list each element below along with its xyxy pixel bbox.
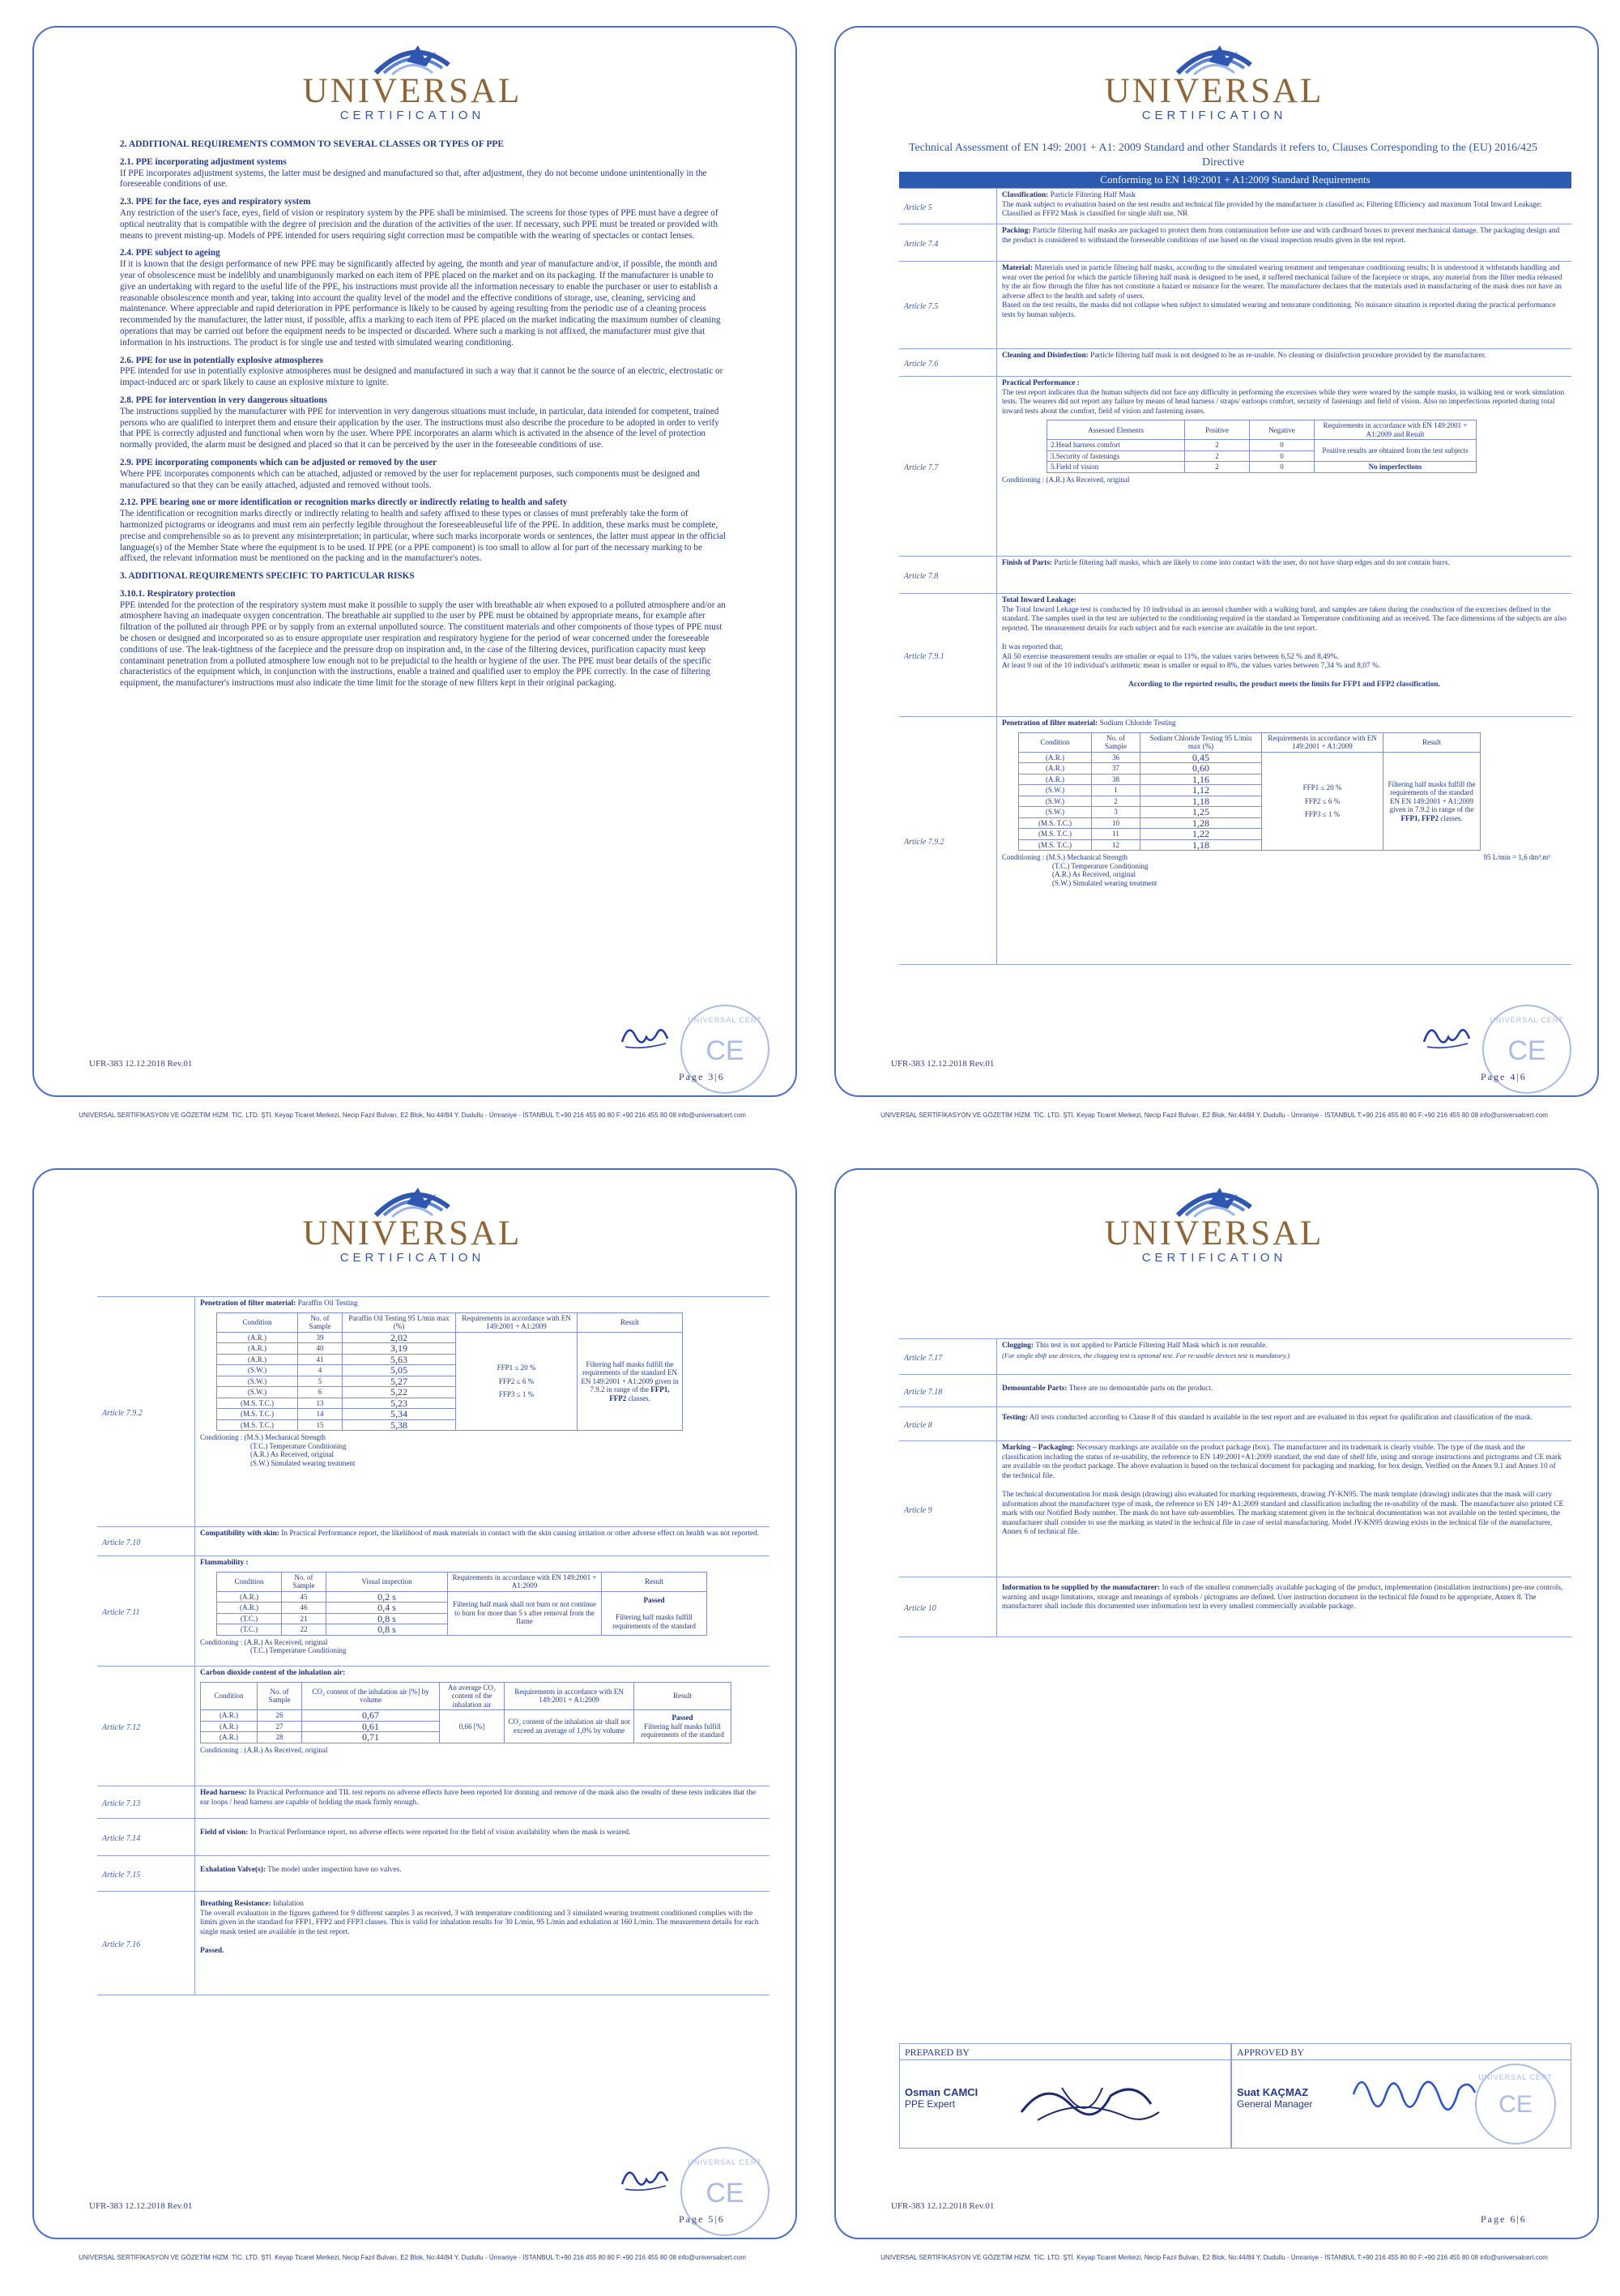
table-row: (A.R.) 28 0,71 — [201, 1732, 731, 1743]
article-label: Article 7.10 — [102, 1538, 141, 1547]
article-label: Article 7.18 — [904, 1387, 943, 1397]
article-text: Marking – Packaging: Necessary markings are available on the product package (box). The manufacturer and its trademark is clearly visible. The type of the mask and the classification including the status of re-usability, the reference to EN 149:2001+A1:2009 standard, the end date of shelf life, using and storage instructions and pictograms and CE mark are available on the product package. The above evaluation is based on the technical document for packaging and marking, for box design. Verified on the Annex 9.1 and Annex 10 of the technical file. The technical documentation for mask design (drawing) also evaluated for marking requirements, drawing JY-KN95. The mask template (drawing) indicates that the mask will carry information about the manufacturer type of mask, the reference to EN 149+A1:2009 standard and classification including the re-usability of the mask. The manufacturer also printed CE mark with our Notified Body number. The mask do not have sub-assemblies. The marking statement given in the technical documentation was not available on the tested specimen, the manufacturer shall consider to use the marking as stated in the technical file in case of serial manufacturing. Model JY-KN95 drawing exists in the technical file of the manufacturer, Annex 6 of technical file. — [996, 1441, 1571, 1577]
article-label: Article 7.14 — [102, 1833, 141, 1843]
table-row: (T.C.) 22 0,8 s — [217, 1624, 707, 1636]
article-label: Article 7.4 — [904, 239, 939, 249]
assessment-title: Technical Assessment of EN 149: 2001 + A1: 2009 Standard and other Standards it refers to, Clauses Corresponding to the (EU) 2016/425 Directive — [908, 142, 1537, 169]
universal-logo — [16, 41, 808, 122]
article-text: Penetration of filter material: Paraffin Oil Testing Condition No. of Sample Paraffin Oil Testing 95 L/min max (%) Requirements in accordance with EN 149:2001 + A1:2009 Result (A.R.) 39 2,02 FFP1 ≤ 20 % FFP2 ≤ 6 % FFP3 ≤ 1 % Filtering half masks fulfill the requirements of the standard EN EN 149:2001 + A1:2009 given in 7.9.2 in range of the FFP1, FFP2 classes. (A.R.) 40 3,19 (A.R.) 41 5,63 (S.W.) 4 5,05 (S.W.) 5 5,27 (S.W.) 6 5,22 (M.S. T.C.) 13 5,23 (M.S. T.C.) 14 5,34 (M.S. T.C.) 15 5,38 Conditioning : (M.S.) Mechanical Strength (T.C.) Temperature Conditioning (A.R.) As Received, original (S.W.) Simulated wearing treatment — [194, 1297, 770, 1526]
page-number: Page 5|6 — [679, 2213, 725, 2225]
article-row — [899, 189, 1571, 224]
conditioning-notes: Conditioning : (A.R.) As Received, original — [200, 1745, 328, 1754]
brand-name: UNIVERSAL — [1104, 1214, 1324, 1253]
co2-table: Condition No. of Sample CO₂ content of the inhalation air [%] by volume An average CO₂ content of the inhalation air Requirements in accordance with EN 149:2001 + A1:2009 Result (A.R.) 26 0,67 0,66 [%] CO₂ content of the inhalation air shall not exceed an average of 1,0% by volume Passed Filtering half masks fulfill requirements of the standard (A.R.) 27 0,61 (A.R.) 28 0,71 — [200, 1682, 731, 1743]
article-text: Exhalation Valve(s): The model under inspection have no valves. — [194, 1856, 770, 1891]
article-text: Penetration of filter material: Sodium Chloride Testing Condition No. of Sample Sodium Chloride Testing 95 L/min max (%) Requirements in accordance with EN 149:2001 + A1:2009 Result (A.R.) 36 0,45 FFP1 ≤ 20 % FFP2 ≤ 6 % FFP3 ≤ 1 % Filtering half masks fulfill the requirements of the standard EN EN 149:2001 + A1:2009 given in 7.9.2 in range of the FFP1, FFP2 classes. (A.R.) 37 0,60 (A.R.) 38 1,16 (S.W.) 1 1,12 (S.W.) 2 1,18 (S.W.) 3 1,25 (M.S. T.C.) 10 1,28 (M.S. T.C.) 11 1,22 (M.S. T.C.) 12 1,18 Conditioning : (M.S.) Mechanical Strength (T.C.) Temperature Conditioning (A.R.) As Received, original (S.W.) Simulated wearing treatment 95 L/min = 1,6 dm³.m³ — [996, 717, 1571, 964]
article-list — [899, 1338, 1571, 1637]
article-row — [899, 717, 1571, 965]
signature-icon — [1419, 1018, 1476, 1055]
table-row: (S.W.) 4 5,05 — [217, 1365, 683, 1376]
table-row: (S.W.) 2 1,18 — [1019, 796, 1481, 807]
section-text: The instructions supplied by the manufacturer with PPE for intervention in very dangerous situations must include, in particular, data intended for competent, trained persons who are qualified to interpret them and ensure their application by the user. The instructions must also describe the procedure to be adopted in order to verify that PPE is correctly adjusted and functional when worn by the user. Where PPE incorporates an alarm which is activated in the absence of the level of protection normally provided, the alarm must be designed and placed so that it can be perceived by the user in the foreseeable conditions of use. — [120, 406, 719, 450]
table-row: (A.R.) 27 0,61 — [201, 1721, 731, 1732]
brand-name: UNIVERSAL — [1104, 72, 1324, 110]
section-text: If it is known that the design performance of new PPE may be significantly affected by ageing, the month and year of manufacture and/or, if possible, the month and year of obsolescence must be indelibly and unambiguously marked on each item of PPE placed on the market and on its packaging. If the manufacturer is unable to give an undertaking with regard to the useful life of the PPE, his instructions must provide all the information necessary to enable the purchaser or user to establish a reasonable obsolescence month and year, taking into account the quality level of the model and the effective conditions of storage, use, cleaning, servicing and maintenance. Where appreciable and rapid deterioration in PPE performance is likely to be caused by ageing resulting from the periodic use of a cleaning process recommended by the manufacturer, the latter must, if possible, affix a marking to each item of PPE placed on the market indicating the maximum number of cleaning operations that may be carried out before the equipment needs to be inspected or discarded. Where such a marking is not affixed, the manufacturer must give that information in his instructions. The product is for single use and tested with simulated wearing conditioning. — [120, 259, 721, 348]
table-row: (A.R.) 36 0,45 FFP1 ≤ 20 % FFP2 ≤ 6 % FFP3 ≤ 1 % Filtering half masks fulfill the requirements of the standard EN EN 149:2001 + A1:2009 given in 7.9.2 in range of the FFP1, FFP2 classes. — [1019, 752, 1481, 763]
article-text: Head harness: In Practical Performance and TIL test reports no adverse effects have been reported for donning and remove of the mask also the results of these tests indicates that the ear loops / head harness are capable of holding the mask firmly enough. — [194, 1786, 770, 1818]
signature-icon — [617, 1018, 674, 1055]
section-text: If PPE incorporates adjustment systems, the latter must be designed and manufactured so that, after adjustment, they do not become undone unintentionally in the foreseeable conditions of use. — [120, 168, 707, 190]
article-row — [899, 1407, 1571, 1441]
table-row: (A.R.) 45 0,2 s Filtering half mask shall not burn or not continue to burn for more than 5 s after removal from the flame Passed Filtering half masks fulfill requirements of the standard — [217, 1591, 707, 1603]
article-text: Breathing Resistance: Inhalation The overall evaluation in the figures gathered for 9 different samples 3 as received, 3 with temperature conditioning and 3 simulated wearing treatment conditioned complies with the limits given in the standard for FFP1, FFP2 and FFP3 classes. This is valid for inhalation results for 30 L/min, 95 L/min and exhalation at 160 L/min. The measurement details for each single mask tested are available in the test report. Passed. — [194, 1892, 770, 1995]
article-text: Carbon dioxide content of the inhalation air: Condition No. of Sample CO₂ content of the inhalation air [%] by volume An average CO₂ content of the inhalation air Requirements in accordance with EN 149:2001 + A1:2009 Result (A.R.) 26 0,67 0,66 [%] CO₂ content of the inhalation air shall not exceed an average of 1,0% by volume Passed Filtering half masks fulfill requirements of the standard (A.R.) 27 0,61 (A.R.) 28 0,71 Conditioning : (A.R.) As Received, original — [194, 1667, 770, 1786]
table-row: 2.Head harness comfort 2 0 Positive results are obtained from the test subjects — [1047, 440, 1477, 451]
conformity-banner: Conforming to EN 149:2001 + A1:2009 Standard Requirements — [899, 172, 1571, 188]
page-6-of-6 — [818, 1160, 1610, 2268]
article-row — [97, 1297, 770, 1527]
page-number: Page 4|6 — [1481, 1071, 1527, 1082]
article-row — [899, 377, 1571, 557]
brand-subtitle: CERTIFICATION — [339, 1251, 485, 1265]
article-row — [899, 594, 1571, 717]
article-label: Article 7.8 — [904, 571, 939, 581]
article-list — [97, 1296, 770, 1995]
brand-subtitle: CERTIFICATION — [339, 109, 485, 122]
article-text: Finish of Parts: Particle filtering half masks, which are likely to come into contact with the user, do not have sharp edges and do not contain burrs. — [996, 557, 1571, 593]
preparer-name: Osman CAMCI — [905, 2086, 978, 2098]
requirements-cell: FFP1 ≤ 20 % FFP2 ≤ 6 % FFP3 ≤ 1 % — [456, 1332, 578, 1431]
article-text: Material: Materials used in particle filtering half masks, according to the simulated wearing treatment and temperature conditioning results; It is understood it withstands handling and wear over the period for which the particle filtering half mask is designed to be used, it suffered mechanical failure of the facepiece or straps, any material from the filter media released by the air flow through the filter has not constitute a hazard or nuisance for the wearer. The manufacturer declares that the materials used in manufacturing of the mask does not have an adverse affect to the health and safety of users. Based on the test results, the masks did not collapse when subject to simulated wearing and temrature conditioning. No nuisance situation is reported during the practical performance tests by human subjects. — [996, 262, 1571, 348]
section-text: PPE intended for the protection of the respiratory system must make it possible to supply the user with breathable air when exposed to a polluted atmosphere and/or an atmosphere having an inadequate oxygen concentration. The breathable air supplied to the user by PPE must be obtained by appropriate means, for example after filtration of the polluted air through PPE or by supply from an external unpolluted source. The constituent materials and other components of those types of PPE must be chosen or designed and incorporated so as to ensure appropriate user respiration and respiratory hygiene for the period of wear concerned under the foreseeable conditions of use. The leak-tightness of the facepiece and the pressure drop on inspiration and, in the case of the filtering devices, purification capacity must keep contaminant penetration from a polluted atmosphere low enough not to be prejudicial to the health or hygiene of the user. The PPE must bear details of the specific characteristics of the equipment which, in conjunction with the instructions, enable a trained and qualified user to employ the PPE correctly. In the case of filtering equipment, the manufacturer's instructions must also indicate the time limit for the storage of new filters kept in their original packaging. — [120, 600, 726, 689]
article-label: Article 7.7 — [904, 463, 939, 472]
table-row: (A.R.) 26 0,67 0,66 [%] CO₂ content of the inhalation air shall not exceed an average of 1,0% by volume Passed Filtering half masks fulfill requirements of the standard — [201, 1710, 731, 1722]
article-row — [899, 262, 1571, 349]
article-label: Article 7.16 — [102, 1940, 141, 1949]
article-label: Article 7.6 — [904, 359, 939, 369]
table-row: (T.C.) 21 0,8 s — [217, 1613, 707, 1624]
table-row: (M.S. T.C.) 11 1,22 — [1019, 829, 1481, 840]
article-label: Article 7.9.2 — [102, 1408, 143, 1418]
page-5-of-6 — [16, 1160, 808, 2268]
page-4-of-6 — [818, 18, 1610, 1125]
brand-name: UNIVERSAL — [302, 1214, 522, 1253]
certification-stamp-icon: UNIVERSAL CERT CE — [680, 1005, 770, 1094]
table-row: (S.W.) 5 5,27 — [217, 1376, 683, 1387]
result-cell: Passed Filtering half masks fulfill requirements of the standard — [634, 1710, 731, 1743]
section-text: Where PPE incorporates components which can be attached, adjusted or removed by the user for replacement purposes, such components must be designed and manufactured so that they can be easily attached, adjusted and removed without tools. — [120, 468, 700, 490]
conditioning-notes: Conditioning : (M.S.) Mechanical Strength (T.C.) Temperature Conditioning (A.R.) As Received, original (S.W.) Simulated wearing treatment — [200, 1433, 356, 1467]
table-row: (M.S. T.C.) 13 5,23 — [217, 1398, 683, 1409]
approved-by-box — [1231, 2043, 1571, 2149]
page-3-of-6 — [16, 18, 808, 1125]
article-row — [899, 1441, 1571, 1577]
table-row: (S.W.) 1 1,12 — [1019, 785, 1481, 796]
table-row: (A.R.) 46 0,4 s — [217, 1603, 707, 1614]
article-label: Article 7.9.2 — [904, 837, 944, 847]
certification-stamp-icon: UNIVERSAL CERT CE — [1475, 2063, 1556, 2144]
brand-subtitle: CERTIFICATION — [1141, 109, 1287, 122]
sodium-chloride-table: Condition No. of Sample Sodium Chloride Testing 95 L/min max (%) Requirements in accordance with EN 149:2001 + A1:2009 Result (A.R.) 36 0,45 FFP1 ≤ 20 % FFP2 ≤ 6 % FFP3 ≤ 1 % Filtering half masks fulfill the requirements of the standard EN EN 149:2001 + A1:2009 given in 7.9.2 in range of the FFP1, FFP2 classes. (A.R.) 37 0,60 (A.R.) 38 1,16 (S.W.) 1 1,12 (S.W.) 2 1,18 (S.W.) 3 1,25 (M.S. T.C.) 10 1,28 (M.S. T.C.) 11 1,22 (M.S. T.C.) 12 1,18 — [1018, 732, 1481, 851]
approved-by-label: APPROVED BY — [1232, 2044, 1571, 2060]
result-cell: Filtering half masks fulfill the requirements of the standard EN EN 149:2001 + A1:2009 given in 7.9.2 in range of the FFP1, FFP2 classes. — [578, 1332, 683, 1431]
conditioning-notes: Conditioning : (A.R.) As Received, original (T.C.) Temperature Conditioning — [200, 1637, 347, 1655]
article-text: Field of vision: In Practical Performance report, no adverse effects were reported for the field of vision availability when the mask is weared. — [194, 1819, 770, 1855]
article-row — [899, 557, 1571, 594]
article-text: Testing: All tests conducted according to Clause 8 of this standard is available in the test report and are evaluated in this report for qualification and classification of the mask. — [996, 1407, 1571, 1440]
table-row: (S.W.) 6 5,22 — [217, 1387, 683, 1398]
document-body — [120, 139, 729, 689]
table-row: (A.R.) 39 2,02 FFP1 ≤ 20 % FFP2 ≤ 6 % FFP3 ≤ 1 % Filtering half masks fulfill the requirements of the standard EN EN 149:2001 + A1:2009 given in 7.9.2 in range of the FFP1, FFP2 classes. — [217, 1332, 683, 1343]
section-text: PPE intended for use in potentially explosive atmospheres must be designed and manufactured in such a way that it cannot be the source of an electric, electrostatic or impact-induced arc or spark likely to cause an explosive mixture to ignite. — [120, 366, 723, 388]
article-row — [97, 1856, 770, 1892]
article-label: Article 10 — [904, 1603, 936, 1613]
article-row — [97, 1786, 770, 1819]
flammability-table: Condition No. of Sample Visual inspection Requirements in accordance with EN 149:2001 + A1:2009 Result (A.R.) 45 0,2 s Filtering half mask shall not burn or not continue to burn for more than 5 s after removal from the flame Passed Filtering half masks fulfill requirements of the standard (A.R.) 46 0,4 s (T.C.) 21 0,8 s (T.C.) 22 0,8 s — [216, 1572, 707, 1636]
document-reference: UFR-383 12.12.2018 Rev.01 — [891, 1059, 995, 1069]
certification-stamp-icon: UNIVERSAL CERT CE — [680, 2147, 770, 2236]
article-text: Classification: Particle Filtering Half Mask The mask subject to evaluation based on the test results and technical file provided by the manufacturer is classified as; Filtering Efficiency and maximum Total Inward Leakage: Classified as FFP2 Mask is classified for single shift use, NR — [996, 189, 1571, 224]
document-reference: UFR-383 12.12.2018 Rev.01 — [891, 2201, 995, 2211]
preparer-role: PPE Expert — [905, 2098, 956, 2110]
section-heading: 2. ADDITIONAL REQUIREMENTS COMMON TO SEVERAL CLASSES OR TYPES OF PPE — [120, 139, 505, 149]
document-reference: UFR-383 12.12.2018 Rev.01 — [89, 2201, 193, 2211]
article-row — [899, 1375, 1571, 1407]
prepared-by-box — [899, 2043, 1231, 2149]
article-row — [97, 1556, 770, 1667]
article-text: Compatibility with skin: In Practical Performance report, the likelihood of mask materials in contact with the skin causing irritation or other adverse effect on health was not reported. — [194, 1527, 770, 1556]
section-title: 2.8. PPE for intervention in very dangerous situations — [120, 395, 327, 405]
article-text: Cleaning and Disinfection: Particle filtering half mask is not designed to be as re-usable. No cleaning or disinfection procedure provided by the manufacturer. — [996, 349, 1571, 376]
certification-stamp-icon: UNIVERSAL CERT CE — [1482, 1005, 1571, 1094]
company-address: UNIVERSAL SERTİFİKASYON VE GÖZETİM HİZM. TİC. LTD. ŞTİ. Keyap Ticaret Merkezi, Necip Fazıl Bulvarı, E2 Blok, No:44/84 Y. Dudullu - Ümraniye - İSTANBUL T:+90 216 455 80 80 F:+90 216 455 80 08 info@universalcert.com — [79, 1112, 746, 1119]
section-title: 2.6. PPE for use in potentially explosive atmospheres — [120, 355, 323, 365]
table-row: (A.R.) 40 3,19 — [217, 1343, 683, 1355]
article-label: Article 7.15 — [102, 1870, 141, 1880]
article-row — [97, 1892, 770, 1995]
table-row: (A.R.) 38 1,16 — [1019, 774, 1481, 785]
article-row — [899, 349, 1571, 377]
article-text: Clogging: This test is not applied to Particle Filtering Half Mask which is not reusable. (For single shift use devices, the clogging test is optional test. For re-usable devices test is mandatory.) — [996, 1339, 1571, 1374]
result-cell: Filtering half masks fulfill the requirements of the standard EN EN 149:2001 + A1:2009 given in 7.9.2 in range of the FFP1, FFP2 classes. — [1383, 752, 1481, 851]
universal-logo — [818, 1183, 1610, 1265]
section-title: 3.10.1. Respiratory protection — [120, 588, 236, 599]
article-text: Demountable Parts: There are no demountable parts on the product. — [996, 1375, 1571, 1406]
conditioning-notes: Conditioning : (M.S.) Mechanical Strength (T.C.) Temperature Conditioning (A.R.) As Received, original (S.W.) Simulated wearing treatment 95 L/min = 1,6 dm³.m³ — [1002, 853, 1550, 887]
table-row: (M.S. T.C.) 10 1,28 — [1019, 817, 1481, 829]
article-row — [97, 1667, 770, 1786]
section-title: 2.4. PPE subject to ageing — [120, 248, 220, 258]
article-label: Article 7.5 — [904, 301, 939, 311]
section-title: 3. ADDITIONAL REQUIREMENTS SPECIFIC TO PARTICULAR RISKS — [120, 571, 415, 582]
practical-performance-table: Assessed Elements Positive Negative Requirements in accordance with EN 149:2001 + A1:2009 and Result 2.Head harness comfort 2 0 Positive results are obtained from the test subjects 3.Security of fastenings 2 0 5.Field of vision 2 0 No imperfections — [1047, 420, 1477, 473]
article-label: Article 7.11 — [102, 1607, 140, 1617]
article-row — [899, 224, 1571, 262]
article-label: Article 7.13 — [102, 1799, 141, 1808]
table-row: (A.R.) 37 0,60 — [1019, 763, 1481, 775]
signature-icon — [617, 2160, 674, 2197]
approver-name: Suat KAÇMAZ — [1237, 2086, 1309, 2098]
article-text: Packing: Particle filtering half masks are packaged to protect them from contamination before use and with cardboard boxes to prevent mechanical damage. The packaging design and the product is considered to withstand the foreseeable conditions of use based on the visual inspection results given in the test report. — [996, 224, 1571, 261]
universal-logo — [16, 1183, 808, 1265]
section-title: 2.9. PPE incorporating components which can be adjusted or removed by the user — [120, 457, 437, 467]
article-label: Article 7.17 — [904, 1353, 943, 1363]
article-text: Total Inward Leakage: The Total Inward Lekage test is conducted by 10 individual in an aerosol chamber with a walking band, and samples are taken during the conduction of the excercises defined in the standard. The samples used in the test are subjected to the conditioning required in the standard as Temperature conditioning and as received. The face dimensions of the subjects are also reported. The measurement details for each subject and for each exercise are available in the test report. It was reported that; All 50 exercise measurement results are smaller or equal to 11%, the values varies between 6,52 % and 8,49%. At least 9 out of the 10 individual's arithmetic mean is smaller or equal to 8%, the values varies between 7,34 % and 8,07 %. According to the reported results, the product meets the limits for FFP1 and FFP2 classification. — [996, 594, 1571, 716]
page-number: Page 3|6 — [679, 1071, 725, 1082]
result-cell: Passed Filtering half masks fulfill requirements of the standard — [602, 1591, 707, 1635]
article-row — [899, 1339, 1571, 1375]
article-row — [97, 1819, 770, 1856]
brand-name: UNIVERSAL — [302, 72, 522, 110]
table-row: 3.Security of fastenings 2 0 — [1047, 450, 1477, 462]
section-text: The identification or recognition marks directly or indirectly relating to health and safety affixed to these types or classes of must preferably take the form of harmonized pictograms or ideograms and must rem ain perfectly legible throughout the foreseeableuseful life of the PPE. In addition, these marks must be complete, precise and comprehensible so as to prevent any misinterpretation; in particular, where such marks incorporate words or sentences, the latter must appear in the official language(s) of the Member State where the equipment is to be used. If PPE (or a PPE component) is too small to allow al for part of the necessary marking to be affixed, the relevant information must be mentioned on the packing and in the manufacturer's notes. — [120, 509, 727, 564]
section-title: 2.3. PPE for the face, eyes and respiratory system — [120, 197, 311, 207]
prepared-by-label: PREPARED BY — [900, 2044, 1230, 2060]
table-row: (M.S. T.C.) 15 5,38 — [217, 1419, 683, 1431]
requirements-cell: FFP1 ≤ 20 % FFP2 ≤ 6 % FFP3 ≤ 1 % — [1262, 752, 1383, 851]
article-label: Article 7.12 — [102, 1722, 141, 1732]
table-row: (A.R.) 41 5,63 — [217, 1354, 683, 1365]
table-row: 5.Field of vision 2 0 No imperfections — [1047, 462, 1477, 473]
paraffin-oil-table: Condition No. of Sample Paraffin Oil Testing 95 L/min max (%) Requirements in accordance with EN 149:2001 + A1:2009 Result (A.R.) 39 2,02 FFP1 ≤ 20 % FFP2 ≤ 6 % FFP3 ≤ 1 % Filtering half masks fulfill the requirements of the standard EN EN 149:2001 + A1:2009 given in 7.9.2 in range of the FFP1, FFP2 classes. (A.R.) 40 3,19 (A.R.) 41 5,63 (S.W.) 4 5,05 (S.W.) 5 5,27 (S.W.) 6 5,22 (M.S. T.C.) 13 5,23 (M.S. T.C.) 14 5,34 (M.S. T.C.) 15 5,38 — [216, 1312, 683, 1432]
article-label: Article 8 — [904, 1420, 932, 1430]
article-row — [899, 1577, 1571, 1637]
table-row: (M.S. T.C.) 14 5,34 — [217, 1409, 683, 1420]
page-number: Page 6|6 — [1481, 2213, 1527, 2225]
company-address: UNIVERSAL SERTİFİKASYON VE GÖZETİM HİZM. TİC. LTD. ŞTİ. Keyap Ticaret Merkezi, Necip Fazıl Bulvarı, E2 Blok, No:44/84 Y. Dudullu - Ümraniye - İSTANBUL T:+90 216 455 80 80 F:+90 216 455 80 08 info@universalcert.com — [79, 2254, 746, 2261]
section-title: 2.1. PPE incorporating adjustment systems — [120, 156, 287, 167]
universal-logo — [818, 41, 1610, 122]
table-row: (S.W.) 3 1,25 — [1019, 807, 1481, 818]
approver-role: General Manager — [1237, 2098, 1313, 2110]
table-row: (M.S. T.C.) 12 1,18 — [1019, 839, 1481, 851]
article-text: Flammability : Condition No. of Sample Visual inspection Requirements in accordance with EN 149:2001 + A1:2009 Result (A.R.) 45 0,2 s Filtering half mask shall not burn or not continue to burn for more than 5 s after removal from the flame Passed Filtering half masks fulfill requirements of the standard (A.R.) 46 0,4 s (T.C.) 21 0,8 s (T.C.) 22 0,8 s Conditioning : (A.R.) As Received, original (T.C.) Temperature Conditioning — [194, 1556, 770, 1666]
company-address: UNIVERSAL SERTİFİKASYON VE GÖZETİM HİZM. TİC. LTD. ŞTİ. Keyap Ticaret Merkezi, Necip Fazıl Bulvarı, E2 Blok, No:44/84 Y. Dudullu - Ümraniye - İSTANBUL T:+90 216 455 80 80 F:+90 216 455 80 08 info@universalcert.com — [880, 1112, 1548, 1119]
article-text: Practical Performance : The test report indicates that the human subjects did not face any difficulty in performing the excersises while they were weared by the sample masks, in walking test or work simulation tests. The wearers did not report any failure by means of head harness / straps/ earloops comfort, security of fastenings and field of vision. Also no imperfections reported during total inward tests about the comfort, field of vision and fastening issues. Assessed Elements Positive Negative Requirements in accordance with EN 149:2001 + A1:2009 and Result 2.Head harness comfort 2 0 Positive results are obtained from the test subjects 3.Security of fastenings 2 0 5.Field of vision 2 0 No imperfections Conditioning : (A.R.) As Received, original — [996, 377, 1571, 556]
article-text: Information to be supplied by the manufacturer: In each of the smallest commercially available packaging of the product, implementation (installation instructions) pre-use controls, warning and usage limitations, storage and meanings of symbols / pictograms are defined. User instruction document in the technical file found to be appropriate, Annex 8. The manufacturer shall include this documented user information text in every smallest commercially available package. — [996, 1577, 1571, 1637]
company-address: UNIVERSAL SERTİFİKASYON VE GÖZETİM HİZM. TİC. LTD. ŞTİ. Keyap Ticaret Merkezi, Necip Fazıl Bulvarı, E2 Blok, No:44/84 Y. Dudullu - Ümraniye - İSTANBUL T:+90 216 455 80 80 F:+90 216 455 80 08 info@universalcert.com — [880, 2254, 1548, 2261]
article-label: Article 5 — [904, 203, 932, 212]
document-reference: UFR-383 12.12.2018 Rev.01 — [89, 1059, 193, 1069]
article-list — [899, 188, 1571, 965]
section-title: 2.12. PPE bearing one or more identification or recognition marks directly or indirectly relating to health and safety — [120, 497, 568, 508]
article-label: Article 9 — [904, 1505, 932, 1515]
preparer-signature-icon — [1013, 2063, 1167, 2136]
section-text: Any restriction of the user's face, eyes, field of vision or respiratory system by the PPE shall be minimised. The screens for those types of PPE must have a degree of optical neutrality that is compatible with the degree of precision and the duration of the activities of the user. If necessary, such PPE must be treated or provided with means to prevent misting-up. Models of PPE intended for users requiring sight correction must be compatible with the wearing of spectacles or contact lenses. — [120, 207, 718, 241]
article-label: Article 7.9.1 — [904, 651, 944, 661]
article-row — [97, 1527, 770, 1556]
brand-subtitle: CERTIFICATION — [1141, 1251, 1287, 1265]
approver-signature-icon — [1345, 2062, 1483, 2127]
